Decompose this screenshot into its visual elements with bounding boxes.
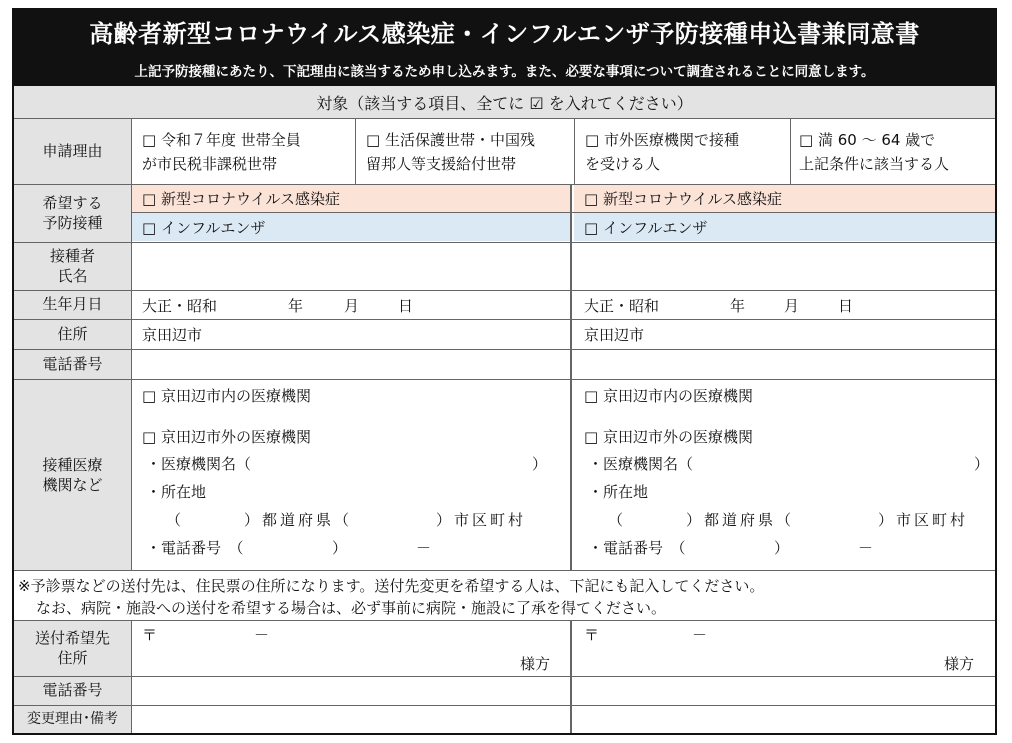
reason-option-4[interactable]: □ 満 60 ～ 64 歳で 上記条件に該当する人	[799, 131, 950, 173]
reason-option-1[interactable]: □ 令和７年度 世帯全員 が市民税非課税世帯	[142, 131, 301, 173]
reason-option-2[interactable]: □ 生活保護世帯・中国残 留邦人等支援給付世帯	[366, 131, 535, 173]
mail-address-right[interactable]: 〒 － 様方	[584, 626, 975, 673]
dob-field-right[interactable]: 大正・昭和 年 月 日	[584, 297, 854, 315]
grid-line	[14, 290, 995, 291]
grid-line	[790, 118, 791, 184]
label-vaccine: 希望する 予防接種	[14, 184, 131, 242]
remarks-right[interactable]	[574, 706, 995, 733]
grid-line	[14, 349, 995, 350]
column-divider	[570, 620, 572, 733]
address-field-left[interactable]: 京田辺市	[142, 326, 203, 344]
grid-line	[14, 676, 995, 677]
vaccine-covid-right[interactable]: □ 新型コロナウイルス感染症	[574, 185, 995, 212]
remarks-left[interactable]	[132, 706, 570, 733]
form-table	[12, 84, 997, 735]
name-field-left[interactable]	[132, 243, 570, 289]
grid-line	[131, 620, 132, 733]
grid-line	[14, 705, 995, 706]
clinic-inside-option[interactable]: □ 京田辺市内の医療機関	[142, 387, 311, 405]
form-title: 高齢者新型コロナウイルス感染症・インフルエンザ予防接種申込書兼同意書	[89, 20, 920, 48]
grid-line	[14, 118, 995, 119]
clinic-field-right[interactable]: □ 京田辺市内の医療機関 □ 京田辺市外の医療機関 ・医療機関名（ ） ・所在地 （ ）都道府県（ ）市区町村 ・電話番号 （ ） －	[584, 387, 990, 557]
name-field-right[interactable]	[574, 243, 995, 289]
vaccine-covid-left[interactable]: □ 新型コロナウイルス感染症	[132, 185, 570, 212]
note	[14, 571, 995, 620]
grid-line	[14, 319, 995, 320]
target-banner-text: 対象（該当する項目、全てに ☑ を入れてください）	[316, 93, 693, 113]
grid-line	[574, 118, 575, 184]
vaccine-flu-right[interactable]: □ インフルエンザ	[574, 213, 995, 241]
address-field-right[interactable]: 京田辺市	[584, 326, 645, 344]
label-address: 住所	[14, 319, 131, 349]
title-bar	[12, 8, 997, 84]
dob-field-left[interactable]: 大正・昭和 年 月 日	[142, 297, 414, 315]
label-reason: 申請理由	[14, 119, 131, 184]
clinic-outside-option[interactable]: □ 京田辺市外の医療機関	[584, 428, 753, 446]
mail-address-left[interactable]: 〒 － 様方	[142, 626, 551, 673]
grid-line	[131, 212, 995, 213]
grid-line	[131, 118, 132, 570]
clinic-inside-option[interactable]: □ 京田辺市内の医療機関	[584, 387, 753, 405]
clinic-outside-option[interactable]: □ 京田辺市外の医療機関	[142, 428, 311, 446]
note-line-2: なお、病院・施設への送付を希望する場合は、必ず事前に病院・施設に了承を得てください。	[36, 599, 667, 617]
label-phone: 電話番号	[14, 349, 131, 379]
clinic-field-left[interactable]: □ 京田辺市内の医療機関 □ 京田辺市外の医療機関 ・医療機関名（ ） ・所在地 （ ）都道府県（ ）市区町村 ・電話番号 （ ） －	[142, 387, 548, 557]
phone-field-right[interactable]	[574, 350, 995, 379]
mail-phone-left[interactable]	[132, 677, 570, 705]
grid-line	[14, 184, 995, 185]
label-name: 接種者 氏名	[14, 242, 131, 290]
target-banner	[14, 86, 995, 118]
label-dob: 生年月日	[14, 290, 131, 319]
label-mail-address: 送付希望先 住所	[14, 620, 131, 676]
label-clinic: 接種医療 機関など	[14, 379, 131, 571]
grid-line	[355, 118, 356, 184]
mail-phone-right[interactable]	[574, 677, 995, 705]
grid-line	[14, 570, 995, 571]
grid-line	[14, 379, 995, 380]
form-subtitle: 上記予防接種にあたり、下記理由に該当するため申し込みます。また、必要な事項について調査されることに同意します。	[134, 64, 875, 80]
grid-line	[14, 242, 995, 243]
column-divider	[570, 184, 572, 570]
vaccine-flu-left[interactable]: □ インフルエンザ	[132, 213, 570, 241]
reason-option-3[interactable]: □ 市外医療機関で接種 を受ける人	[585, 131, 739, 173]
note-line-1: ※予診票などの送付先は、住民票の住所になります。送付先変更を希望する人は、下記にも記入してください。	[18, 577, 765, 595]
phone-field-left[interactable]	[132, 350, 570, 379]
label-remarks: 変更理由･備考	[14, 705, 131, 733]
label-mail-phone: 電話番号	[14, 676, 131, 705]
grid-line	[14, 620, 995, 621]
